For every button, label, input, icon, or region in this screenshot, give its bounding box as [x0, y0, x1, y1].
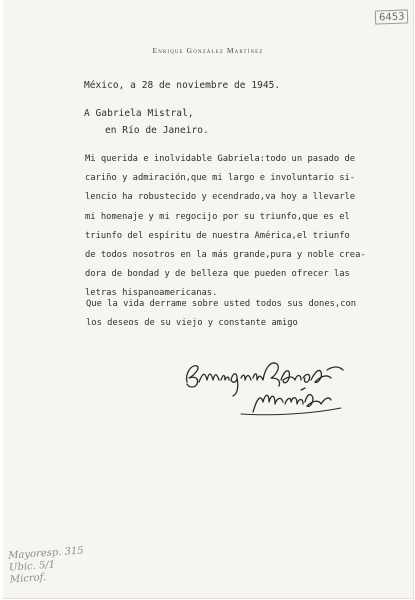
body-line: triunfo del espíritu de nuestra América,el triunfo [85, 230, 350, 241]
body-line: letras hispanoamericanas. [85, 288, 218, 299]
body-line: lencio ha robustecido y ecendrado,va hoy a llevarle [85, 192, 356, 203]
body-line: dora de bondad y de belleza que pueden ofrecer las [85, 269, 350, 280]
closing-line: Que la vida derrame sobre usted todos sus dones,con [86, 299, 357, 309]
handwritten-signature [181, 354, 361, 424]
date-line: México, a 28 de noviembre de 1945. [84, 80, 281, 91]
letter-body [85, 153, 366, 307]
closing-line: los deseos de su viejo y constante amigo [86, 318, 298, 328]
body-line: cariño y admiración,que mi largo e involuntario si- [85, 173, 356, 184]
recipient-name: A Gabriela Mistral, [84, 108, 194, 119]
pencil-annotations [8, 544, 86, 585]
body-line: Mi querida e inolvidable Gabriela:todo un pasado de [85, 154, 356, 164]
pencil-note: Mayoresp. 315 [7, 545, 85, 562]
letter-closing [86, 298, 356, 336]
letterhead: Enrique González Martínez [152, 46, 264, 55]
pencil-note: Microf. [9, 572, 47, 586]
body-line: de todos nosotros en la más grande,pura y noble crea- [85, 249, 366, 260]
letter-page [3, 0, 414, 599]
archive-number: 6453 [375, 9, 409, 24]
pencil-note: Ubic. 5/1 [8, 559, 56, 574]
recipient-place: en Río de Janeiro. [105, 125, 209, 136]
body-line: mi homenaje y mi regocijo por su triunfo,que es el [85, 211, 350, 222]
